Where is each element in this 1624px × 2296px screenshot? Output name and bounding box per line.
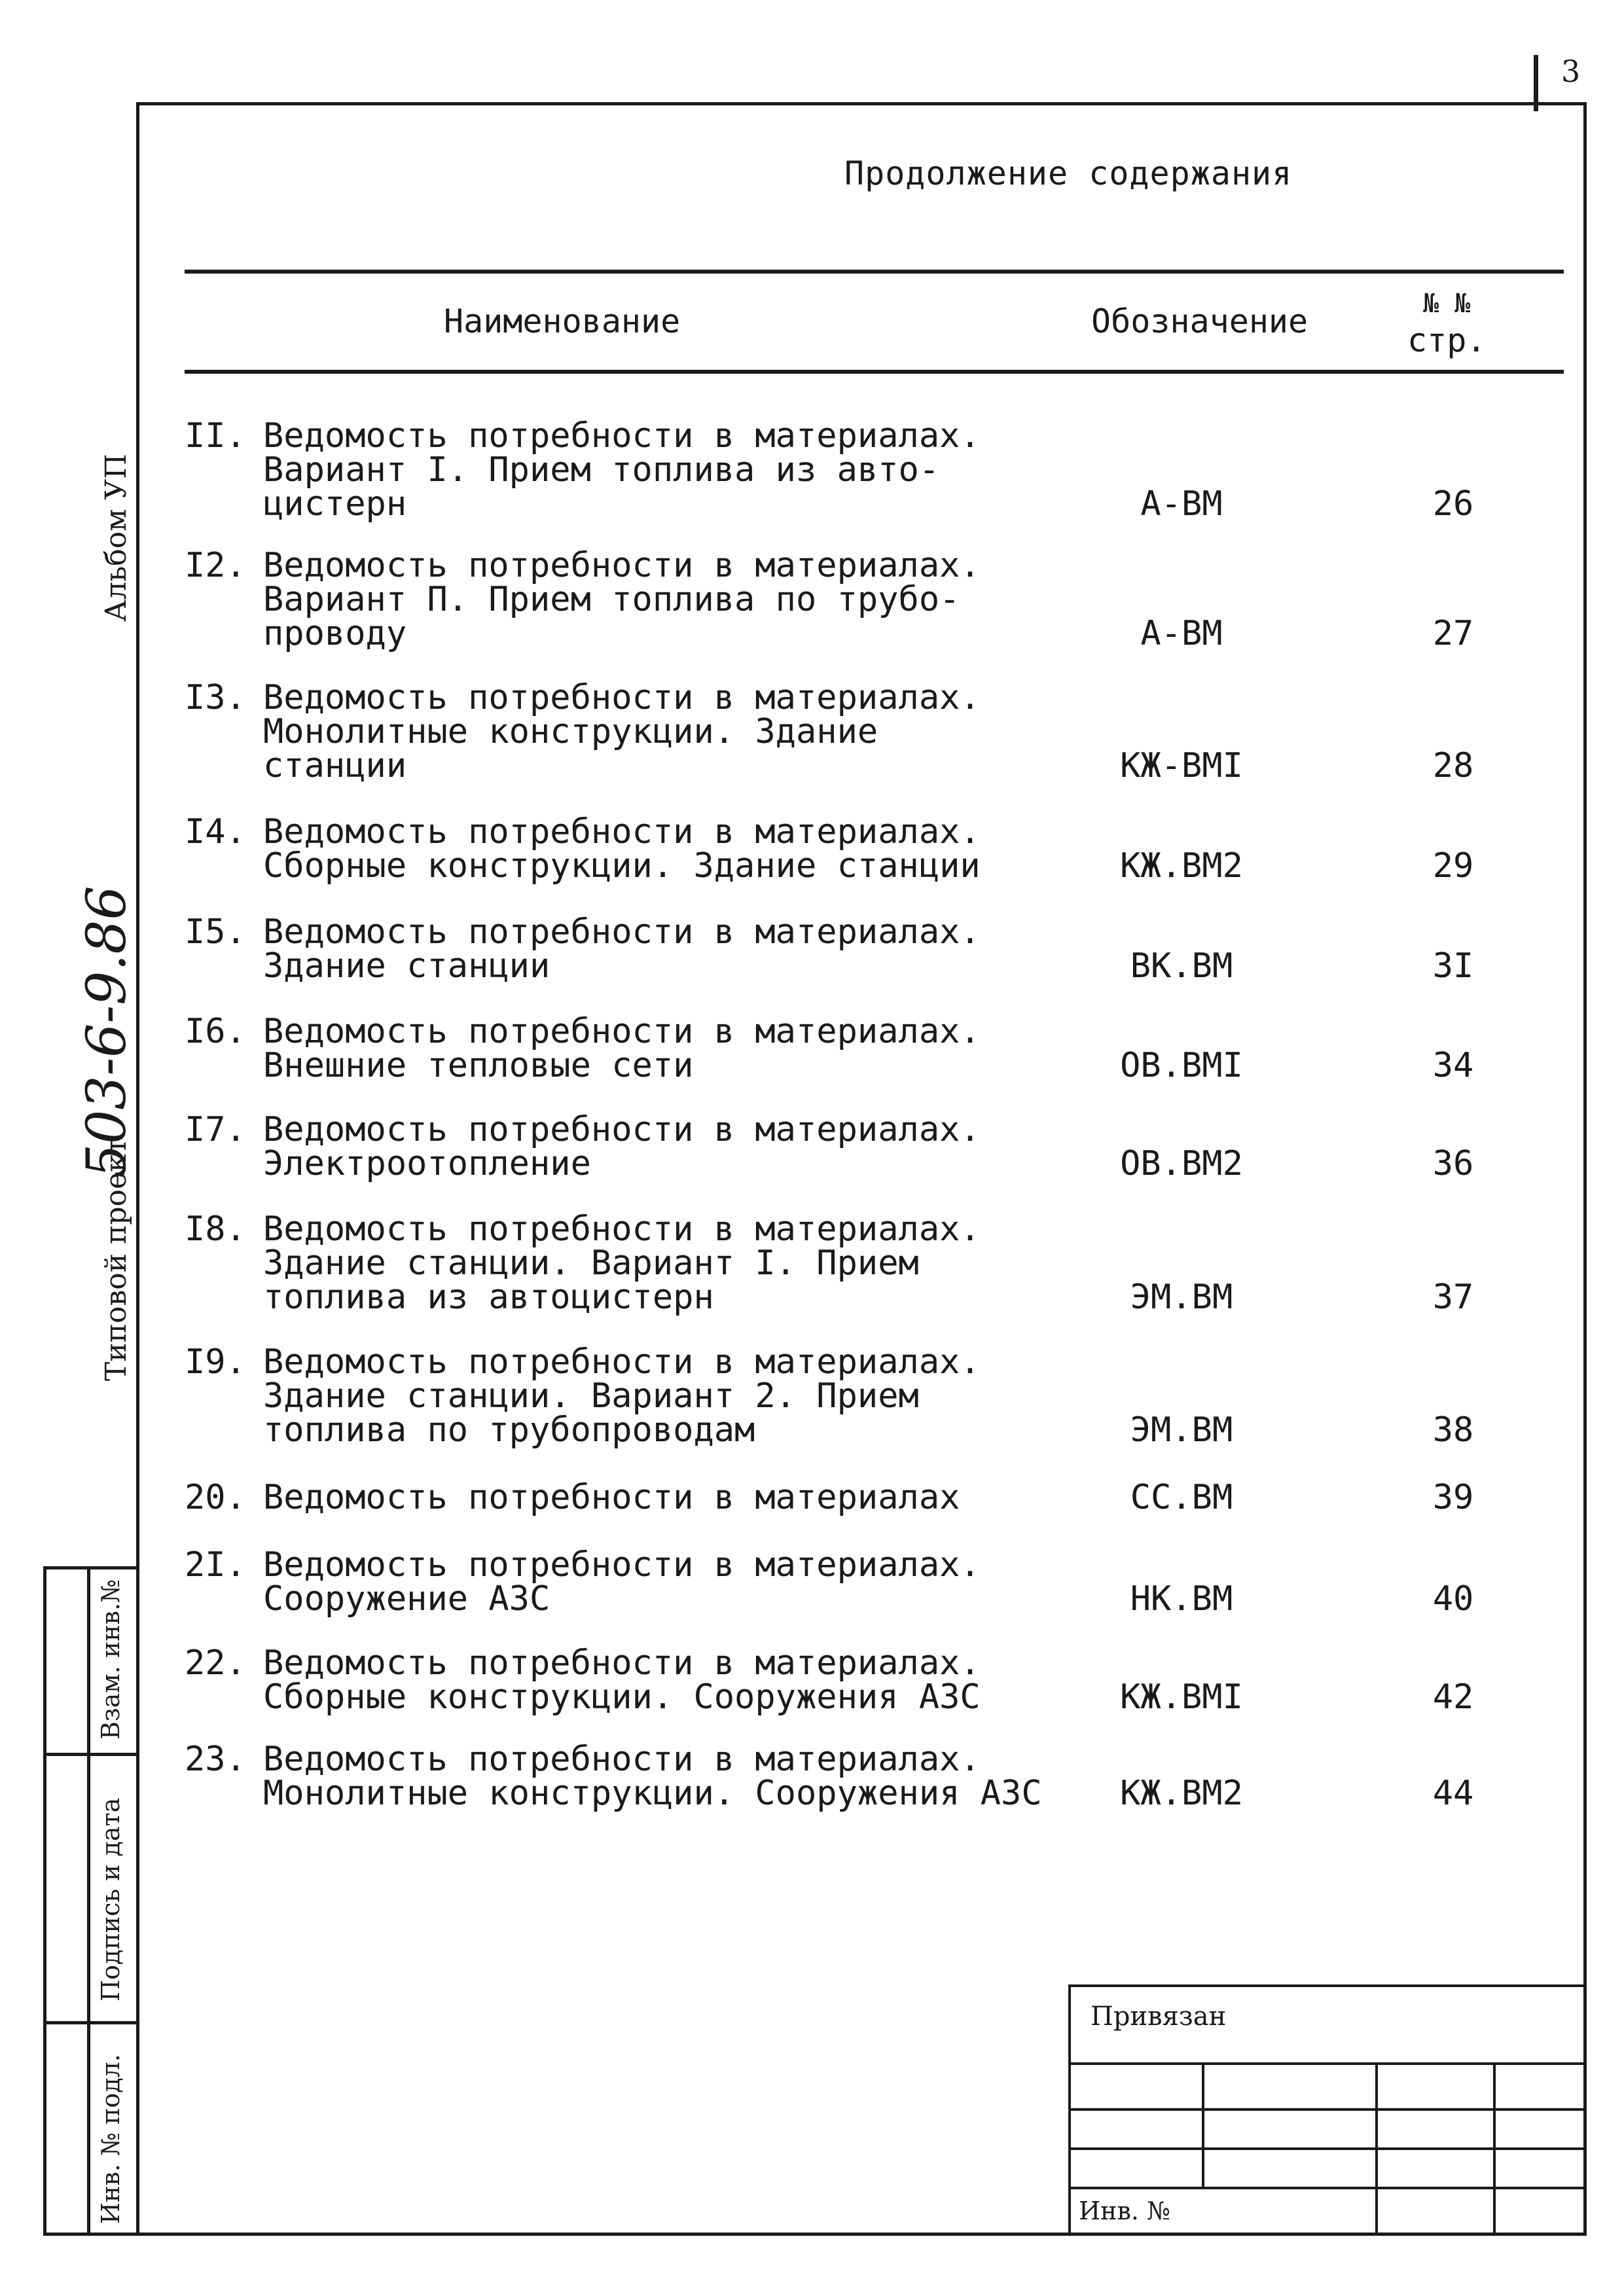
item-name-line: Сборные конструкции. Здание станции — [263, 846, 981, 886]
item-name-line: Ведомость потребности в материалах. — [263, 912, 981, 952]
item-name-line: Ведомость потребности в материалах. — [263, 812, 981, 852]
item-code: А-ВМ — [1140, 614, 1223, 653]
item-name — [263, 1643, 1068, 1717]
item-number: 20. — [185, 1478, 246, 1517]
item-name — [263, 812, 1068, 886]
title-stamp — [1068, 1984, 1583, 2233]
item-code: СС.ВМ — [1130, 1478, 1233, 1517]
inventory-original-label: Инв. № подл. — [96, 2054, 125, 2224]
stamp-col-line — [1202, 2062, 1204, 2187]
item-number: II. — [185, 416, 246, 456]
item-name-line: Ведомость потребности в материалах. — [263, 416, 981, 456]
item-number: I4. — [185, 812, 246, 852]
item-number: 2I. — [185, 1545, 246, 1585]
item-name-line: Ведомость потребности в материалах — [263, 1478, 960, 1517]
item-name — [263, 1740, 1068, 1813]
item-name-line: Ведомость потребности в материалах. — [263, 546, 981, 585]
side-stamp — [43, 1566, 136, 2236]
item-name-line: цистерн — [263, 484, 407, 524]
item-name-line: Ведомость потребности в материалах. — [263, 1643, 981, 1683]
item-code: КЖ.ВМ2 — [1120, 846, 1243, 886]
stamp-col-line — [1493, 2062, 1496, 2233]
item-number: I5. — [185, 912, 246, 952]
item-code: КЖ.ВМI — [1120, 1677, 1243, 1717]
item-name — [263, 678, 1068, 785]
item-name-line: топлива из автоцистерн — [263, 1278, 714, 1317]
item-number: I6. — [185, 1012, 246, 1051]
item-number: I2. — [185, 546, 246, 585]
item-code: КЖ-ВМI — [1120, 746, 1243, 785]
item-number: 22. — [185, 1643, 246, 1683]
item-name-line: Здание станции — [263, 946, 550, 986]
item-page: 37 — [1432, 1278, 1474, 1317]
side-stamp-divider — [46, 1753, 136, 1756]
item-page: 3I — [1432, 946, 1474, 986]
item-name-line: Вариант I. Прием топлива из авто- — [263, 450, 940, 490]
item-number: I9. — [185, 1342, 246, 1382]
item-page: 39 — [1432, 1478, 1474, 1517]
item-name-line: Ведомость потребности в материалах. — [263, 1012, 981, 1051]
item-name — [263, 1545, 1068, 1619]
item-name — [263, 912, 1068, 986]
item-code: ОВ.ВМI — [1120, 1046, 1243, 1085]
item-name — [263, 1110, 1068, 1183]
item-name — [263, 1480, 1068, 1515]
inventory-label: Инв. № — [1079, 2197, 1170, 2225]
item-name-line: Электроотопление — [263, 1144, 591, 1183]
item-name-line: станции — [263, 746, 407, 785]
item-name-line: Монолитные конструкции. Сооружения АЗС — [263, 1774, 1042, 1813]
item-code: ЭМ.ВМ — [1130, 1278, 1233, 1317]
item-name — [263, 548, 1068, 651]
item-name-line: Монолитные конструкции. Здание — [263, 712, 878, 751]
item-code: ВК.ВМ — [1130, 946, 1233, 986]
item-name — [263, 1014, 1068, 1083]
column-header-code: Обозначение — [1091, 302, 1308, 340]
bound-label: Привязан — [1091, 2001, 1227, 2032]
stamp-row-line — [1071, 2187, 1583, 2189]
item-page: 40 — [1432, 1579, 1474, 1619]
item-name-line: Здание станции. Вариант I. Прием — [263, 1244, 919, 1283]
item-name-line: Здание станции. Вариант 2. Прием — [263, 1376, 919, 1416]
item-name-line: проводу — [263, 614, 407, 653]
item-name-line: Ведомость потребности в материалах. — [263, 1210, 981, 1249]
item-code: ОВ.ВМ2 — [1120, 1144, 1243, 1183]
project-code: 503-6-9.86 — [76, 886, 138, 1178]
item-page: 28 — [1432, 746, 1474, 785]
item-name-line: Вариант П. Прием топлива по трубо- — [263, 580, 960, 619]
item-number: I7. — [185, 1110, 246, 1149]
page-number: 3 — [1561, 54, 1581, 89]
item-name-line: Ведомость потребности в материалах. — [263, 1342, 981, 1382]
item-page: 29 — [1432, 846, 1474, 886]
item-number: 23. — [185, 1740, 246, 1779]
item-page: 38 — [1432, 1410, 1474, 1450]
item-name — [263, 1342, 1068, 1450]
side-stamp-divider — [46, 2021, 136, 2024]
item-name-line: Сооружение АЗС — [263, 1579, 550, 1619]
substitution-label: Взам. инв.№ — [96, 1579, 125, 1740]
document-title: Продолжение содержания — [844, 154, 1293, 192]
item-name-line: Внешние тепловые сети — [263, 1046, 694, 1085]
item-code: ЭМ.ВМ — [1130, 1410, 1233, 1450]
item-name-line: Сборные конструкции. Сооружения АЗС — [263, 1677, 981, 1717]
item-page: 26 — [1432, 484, 1474, 524]
item-name-line: Ведомость потребности в материалах. — [263, 1110, 981, 1149]
stamp-row-line — [1071, 2108, 1583, 2111]
item-number: I3. — [185, 678, 246, 717]
item-name-line: топлива по трубопроводам — [263, 1410, 755, 1450]
item-page: 34 — [1432, 1046, 1474, 1085]
column-header-page-line1: № № — [1423, 289, 1471, 319]
item-page: 44 — [1432, 1774, 1474, 1813]
stamp-row-line — [1071, 2147, 1583, 2150]
item-page: 36 — [1432, 1144, 1474, 1183]
side-stamp-separator — [87, 1570, 90, 2233]
project-label: Типовой проект — [99, 1138, 133, 1381]
item-page: 42 — [1432, 1677, 1474, 1717]
item-code: КЖ.ВМ2 — [1120, 1774, 1243, 1813]
item-name — [263, 1210, 1068, 1317]
item-code: НК.ВМ — [1130, 1579, 1233, 1619]
item-page: 27 — [1432, 614, 1474, 653]
column-header-name: Наименование — [444, 302, 681, 340]
item-name-line: Ведомость потребности в материалах. — [263, 1545, 981, 1585]
item-name-line: Ведомость потребности в материалах. — [263, 1740, 981, 1779]
item-name — [263, 416, 1068, 524]
item-number: I8. — [185, 1210, 246, 1249]
column-header-page-line2: стр. — [1407, 321, 1487, 359]
stamp-col-line — [1375, 2062, 1378, 2233]
signature-date-label: Подпись и дата — [96, 1797, 125, 2001]
item-name-line: Ведомость потребности в материалах. — [263, 678, 981, 717]
item-code: А-ВМ — [1140, 484, 1223, 524]
stamp-row-line — [1071, 2062, 1583, 2065]
album-label: Альбом УП — [99, 454, 133, 622]
